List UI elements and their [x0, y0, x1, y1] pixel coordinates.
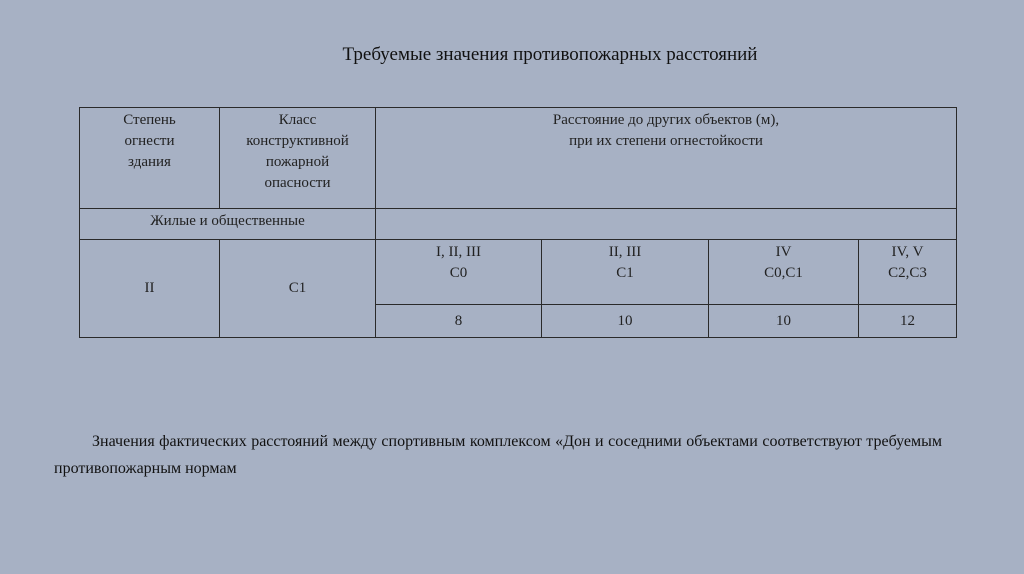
page-title: Требуемые значения противопожарных расстояний	[342, 44, 758, 65]
header-line: Класс	[278, 112, 317, 128]
group-label: Жилые и общественные	[80, 209, 376, 240]
header-line: при их степени огнестойкости	[569, 133, 763, 149]
header-construction-class	[220, 108, 376, 209]
subheader-cell	[859, 240, 957, 305]
table-header-row	[80, 108, 957, 209]
subheader-line: С0,С1	[764, 265, 803, 281]
conclusion-paragraph: Значения фактических расстояний между спортивным комплексом «Дон и соседними объектами соответствуют требуемым противопожарным нормам	[54, 433, 942, 477]
subheader-cell	[709, 240, 859, 305]
subheader-line: С1	[616, 265, 634, 281]
header-fire-degree	[80, 108, 220, 209]
header-line: конструктивной	[246, 133, 349, 149]
header-line: пожарной	[265, 154, 330, 170]
subheader-line: IV, V	[891, 244, 924, 260]
distance-value: 10	[542, 305, 709, 338]
subheader-line: С0	[449, 265, 468, 281]
subheader-cell	[376, 240, 542, 305]
table-group-row	[80, 209, 957, 240]
subheader-line: II, III	[608, 244, 642, 260]
distance-value: 12	[859, 305, 957, 338]
distance-value: 8	[376, 305, 542, 338]
group-empty-cell	[376, 209, 957, 240]
subheader-line: IV	[775, 244, 792, 260]
fire-distance-table	[79, 107, 957, 338]
cell-fire-degree: II	[80, 240, 220, 338]
table-row	[80, 240, 957, 305]
subheader-line: С2,С3	[888, 265, 927, 281]
header-line: огнести	[124, 133, 175, 149]
subheader-line: I, II, III	[436, 244, 481, 260]
header-line: здания	[128, 154, 171, 170]
header-line: Степень	[123, 112, 176, 128]
subheader-cell	[542, 240, 709, 305]
header-line: опасности	[264, 175, 331, 191]
header-line: Расстояние до других объектов (м),	[552, 112, 780, 128]
header-distance	[376, 108, 957, 209]
distance-value: 10	[709, 305, 859, 338]
cell-construction-class: С1	[220, 240, 376, 338]
